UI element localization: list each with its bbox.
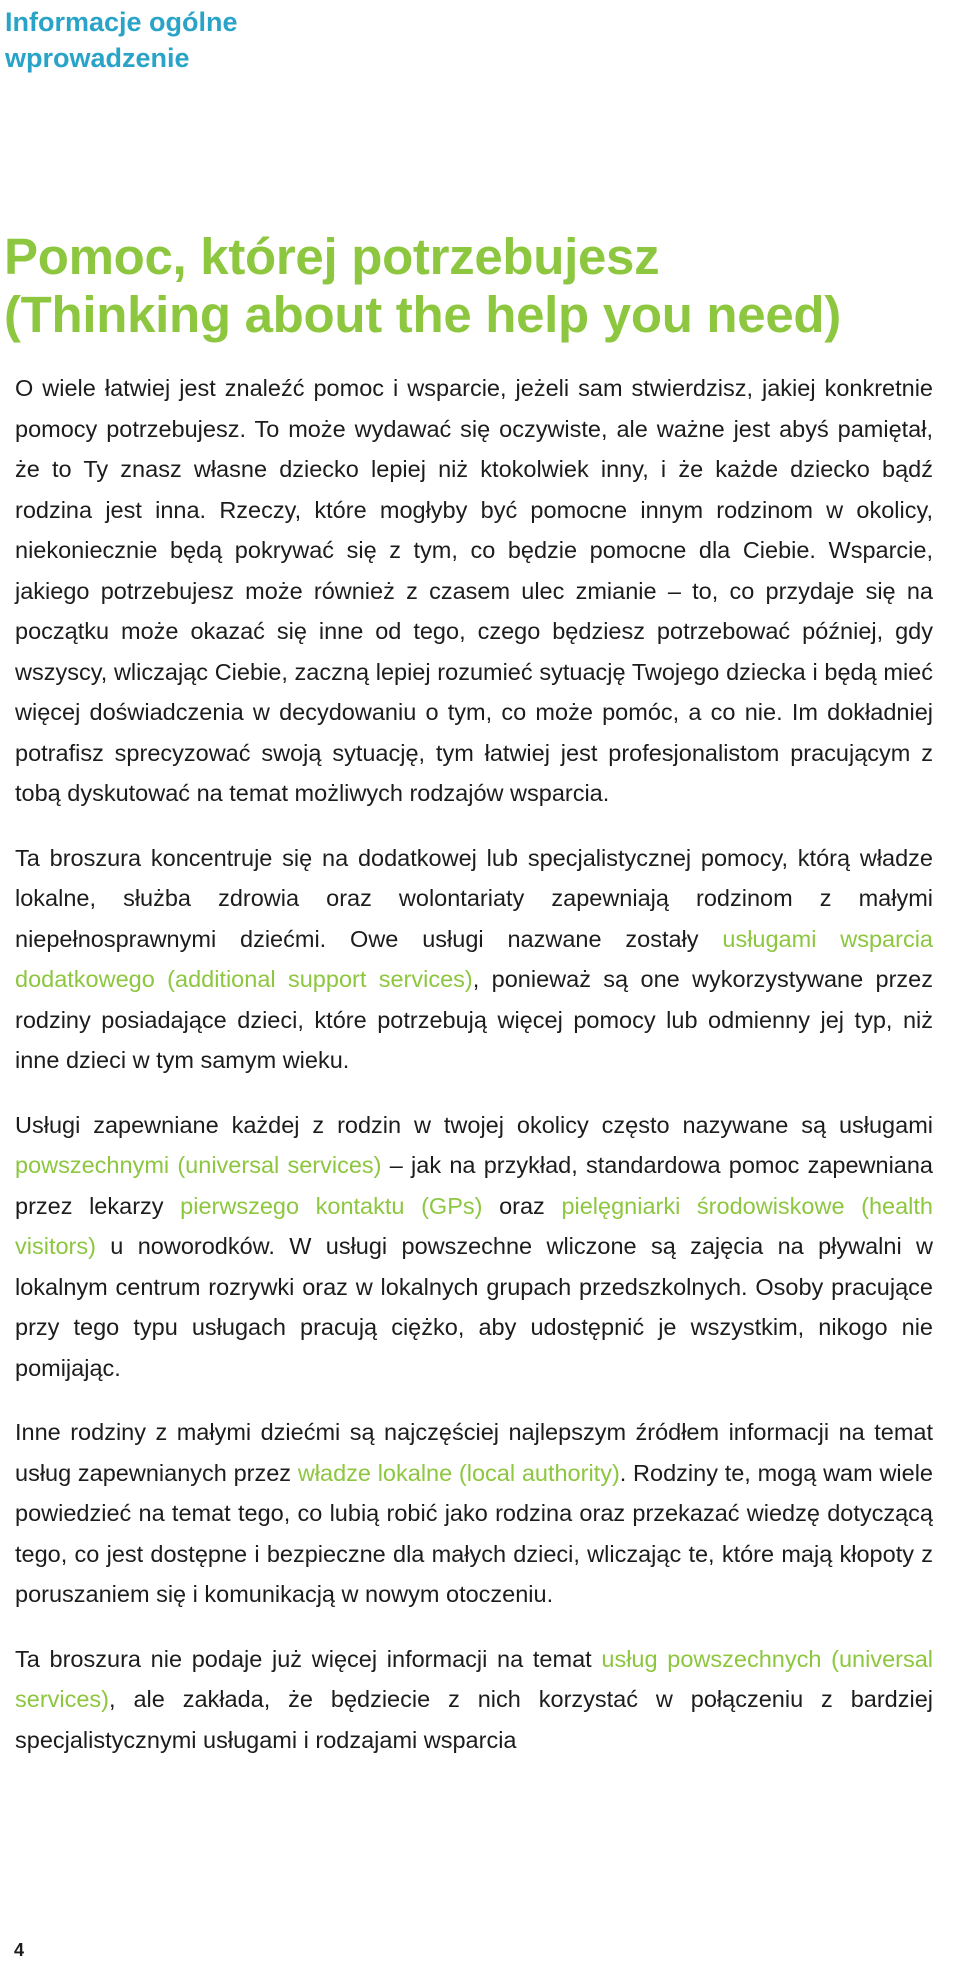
paragraph-3 [15,1105,933,1389]
page-title-line-2: (Thinking about the help you need) [4,286,841,343]
term-universal-services: powszechnymi (universal services) [15,1152,382,1178]
paragraph-3-text-a: Usługi zapewniane każdej z rodzin w twojej okolicy często nazywane są usługami [15,1111,933,1138]
paragraph-2 [15,838,933,1081]
term-additional-support-services: usługami wsparcia dodatkowego (additional support services) [15,925,933,992]
section-label-line-1: Informacje ogólne [5,7,238,37]
page-number: 4 [14,1940,25,1960]
paragraph-5-text-b: , ale zakłada, że będziecie z nich korzystać w połączeniu z bardziej specjalistycznymi usługami i rodzajami wsparcia [15,1686,933,1753]
paragraph-1: O wiele łatwiej jest znaleźć pomoc i wsparcie, jeżeli sam stwierdzisz, jakiej konkretnie pomocy potrzebujesz. To może wydawać się oczywiste, ale ważne jest abyś pamiętał, że to Ty znasz własne dziecko lepiej niż ktokolwiek inny, i że każde dziecko bądź rodzina jest inna. Rzeczy, które mogłyby być pomocne innym rodzinom w okolicy, niekoniecznie będą pokrywać się z tym, co będzie pomocne dla Ciebie. Wsparcie, jakiego potrzebujesz może również z czasem ulec zmianie – to, co przydaje się na początku może okazać się inne od tego, czego będziesz potrzebować później, gdy wszyscy, wliczając Ciebie, zaczną lepiej rozumieć sytuację Twojego dziecka i będą mieć więcej doświadczenia w decydowaniu o tym, co może pomóc, a co nie. Im dokładniej potrafisz sprecyzować swoją sytuację, tym łatwiej jest profesjonalistom pracującym z tobą dyskutować na temat możliwych rodzajów wsparcia. [15,375,933,806]
term-universal-services-2: usług powszechnych (universal services) [15,1645,934,1712]
page-title-line-1: Pomoc, której potrzebujesz [4,228,660,285]
paragraph-3-text-c: oraz [482,1192,562,1219]
term-gps: pierwszego kontaktu (GPs) [180,1192,483,1219]
paragraph-2-text-a: Ta broszura koncentruje się na dodatkowej lub specjalistycznej pomocy, którą władze lokalne, służba zdrowia oraz wolontariaty zapewniają rodzinom z małymi niepełnosprawnymi dziećmi. Owe usługi nazwane zostały [15,844,933,952]
paragraph-5 [15,1639,933,1761]
paragraph-3-text-d: u noworodków. W usługi powszechne wliczone są zajęcia na pływalni w lokalnym centrum rozrywki oraz w lokalnych grupach przedszkolnych. Osoby pracujące przy tego typu usługach pracują ciężko, aby udostępnić je wszystkim, nikogo nie pomijając. [15,1233,933,1381]
paragraph-2-text-b: , ponieważ są one wykorzystywane przez rodziny posiadające dzieci, które potrzebują więcej pomocy lub odmienny jej typ, niż inne dzieci w tym samym wieku. [15,966,933,1073]
paragraph-4-text-b: . Rodziny te, mogą wam wiele powiedzieć na temat tego, co lubią robić jako rodzina oraz przekazać wiedzę dotyczącą tego, co jest dostępne i bezpieczne dla małych dzieci, wliczając te, które mają kłopoty z poruszaniem się i komunikacją w nowym otoczeniu. [15,1459,934,1607]
page-title [4,228,959,344]
term-health-visitors: pielęgniarki środowiskowe (health visitors) [15,1192,933,1259]
paragraph-3-text-b: – jak na przykład, standardowa pomoc zapewniana przez lekarzy [15,1152,933,1219]
paragraph-5-text-a: Ta broszura nie podaje już więcej informacji na temat [15,1645,602,1672]
paragraph-4 [15,1412,933,1615]
paragraph-4-text-a: Inne rodziny z małymi dziećmi są najczęściej najlepszym źródłem informacji na temat usług zapewnianych przez [15,1419,933,1486]
term-local-authority: władze lokalne (local authority) [297,1459,620,1486]
body-text [15,368,933,1784]
section-label-line-2: wprowadzenie [5,43,190,73]
section-label [5,4,238,76]
